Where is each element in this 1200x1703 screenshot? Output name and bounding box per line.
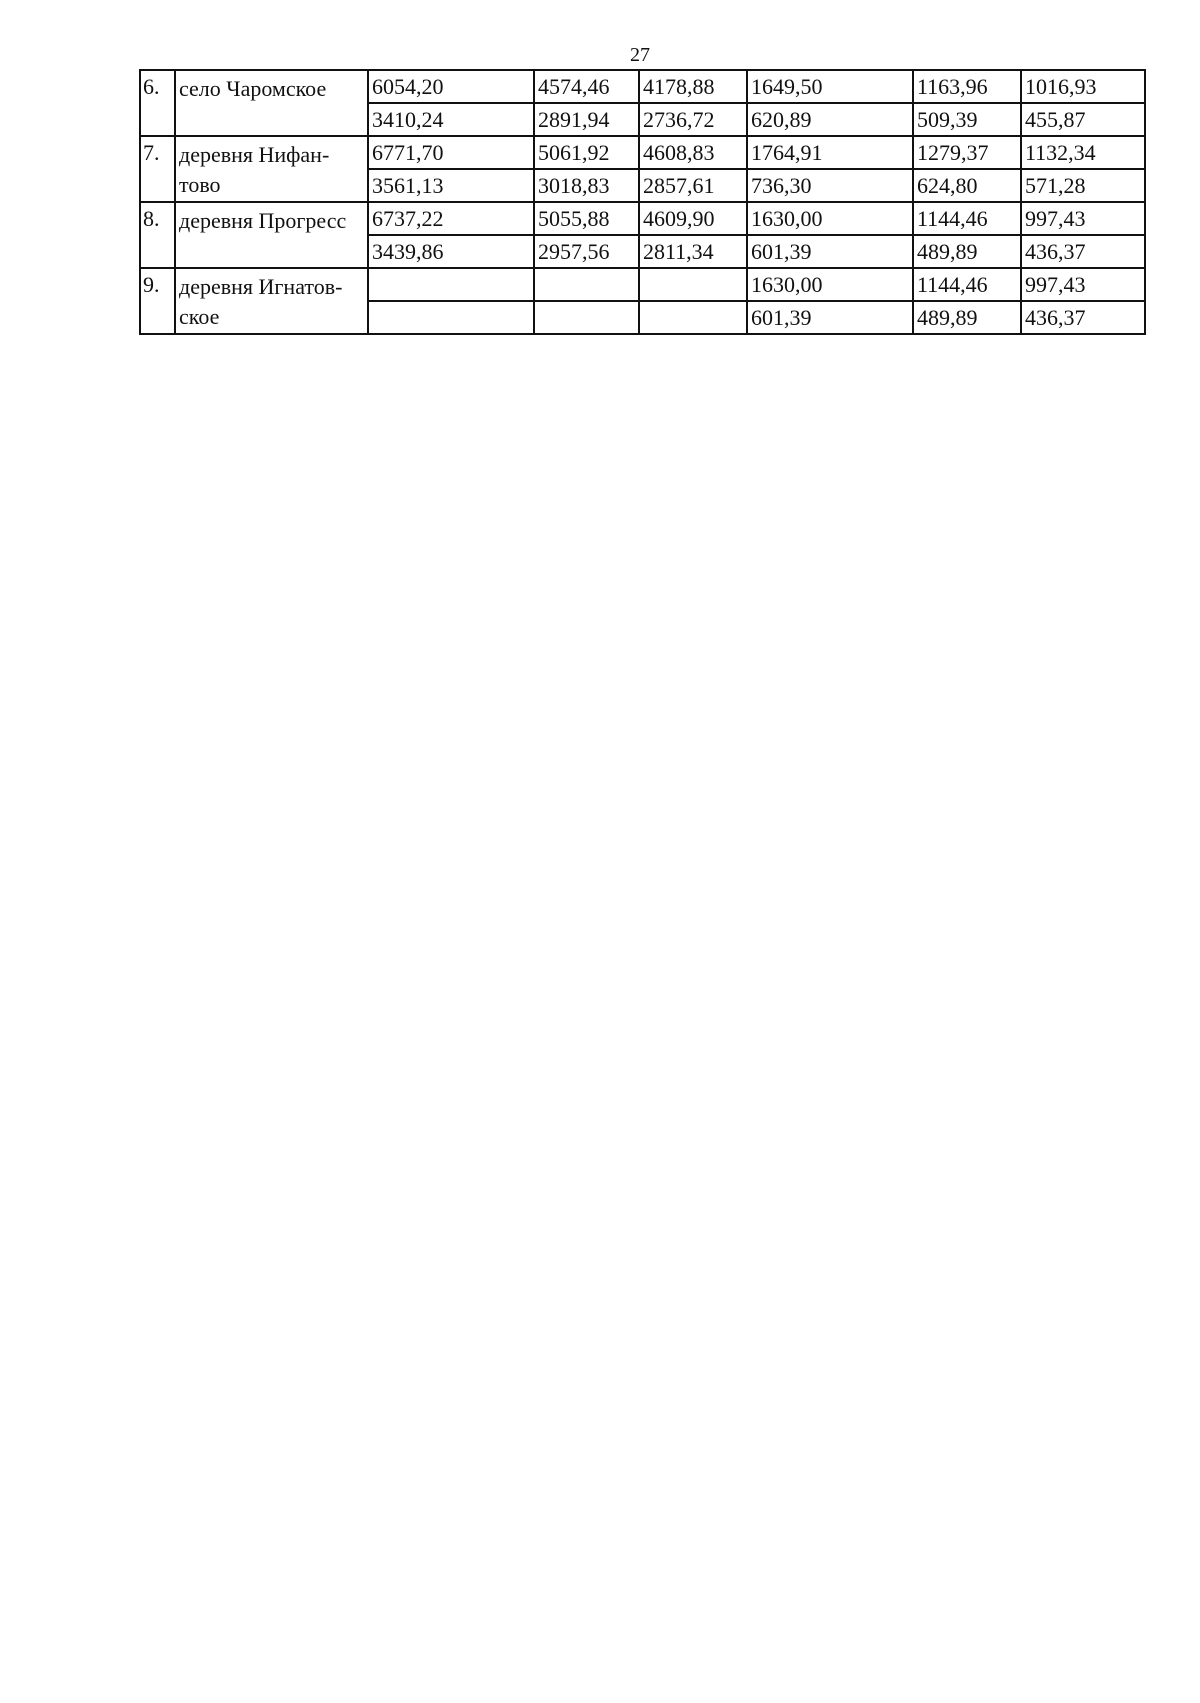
- table-cell: 736,30: [747, 169, 913, 202]
- table-cell: 620,89: [747, 103, 913, 136]
- page-number: 27: [630, 44, 650, 66]
- table-cell: 5055,88: [534, 202, 639, 235]
- table-cell: 997,43: [1021, 202, 1145, 235]
- table-cell: 3018,83: [534, 169, 639, 202]
- tariff-table: [139, 69, 1146, 335]
- table-row: [140, 70, 1145, 103]
- table-cell: [368, 301, 534, 334]
- row-index: 6.: [140, 70, 175, 136]
- table-cell: 489,89: [913, 235, 1021, 268]
- table-cell: 1630,00: [747, 268, 913, 301]
- table-cell: [534, 301, 639, 334]
- table-cell: 1764,91: [747, 136, 913, 169]
- row-index: 9.: [140, 268, 175, 334]
- table-cell: [639, 268, 747, 301]
- table-cell: 2957,56: [534, 235, 639, 268]
- table-cell: 2811,34: [639, 235, 747, 268]
- table-cell: 1132,34: [1021, 136, 1145, 169]
- table-cell: 3410,24: [368, 103, 534, 136]
- table-cell: 1144,46: [913, 268, 1021, 301]
- table-cell: 4608,83: [639, 136, 747, 169]
- table-cell: [534, 268, 639, 301]
- table-cell: 4178,88: [639, 70, 747, 103]
- table-cell: 601,39: [747, 301, 913, 334]
- table-cell: 3561,13: [368, 169, 534, 202]
- settlement-name: село Чаромское: [175, 70, 368, 136]
- table-cell: 601,39: [747, 235, 913, 268]
- table-cell: 4574,46: [534, 70, 639, 103]
- table-cell: 2857,61: [639, 169, 747, 202]
- table-cell: 436,37: [1021, 301, 1145, 334]
- table-row: [140, 268, 1145, 301]
- table-cell: [639, 301, 747, 334]
- table-cell: 1016,93: [1021, 70, 1145, 103]
- table-cell: 4609,90: [639, 202, 747, 235]
- table-cell: 1649,50: [747, 70, 913, 103]
- table-cell: 1279,37: [913, 136, 1021, 169]
- table-cell: 436,37: [1021, 235, 1145, 268]
- settlement-name: деревня Игнатов-ское: [175, 268, 368, 334]
- table-cell: 6737,22: [368, 202, 534, 235]
- table-cell: 1630,00: [747, 202, 913, 235]
- table-row: [140, 136, 1145, 169]
- table-cell: 509,39: [913, 103, 1021, 136]
- table-cell: 2891,94: [534, 103, 639, 136]
- settlement-name: деревня Нифан-тово: [175, 136, 368, 202]
- table-cell: 2736,72: [639, 103, 747, 136]
- settlement-name: деревня Прогресс: [175, 202, 368, 268]
- table-cell: 6054,20: [368, 70, 534, 103]
- table-cell: 489,89: [913, 301, 1021, 334]
- table-cell: 6771,70: [368, 136, 534, 169]
- table-cell: 571,28: [1021, 169, 1145, 202]
- table-cell: 3439,86: [368, 235, 534, 268]
- table-cell: 1144,46: [913, 202, 1021, 235]
- table-cell: 5061,92: [534, 136, 639, 169]
- table-cell: 624,80: [913, 169, 1021, 202]
- table-cell: 1163,96: [913, 70, 1021, 103]
- table-cell: 455,87: [1021, 103, 1145, 136]
- row-index: 7.: [140, 136, 175, 202]
- table-row: [140, 202, 1145, 235]
- table-cell: [368, 268, 534, 301]
- table-cell: 997,43: [1021, 268, 1145, 301]
- row-index: 8.: [140, 202, 175, 268]
